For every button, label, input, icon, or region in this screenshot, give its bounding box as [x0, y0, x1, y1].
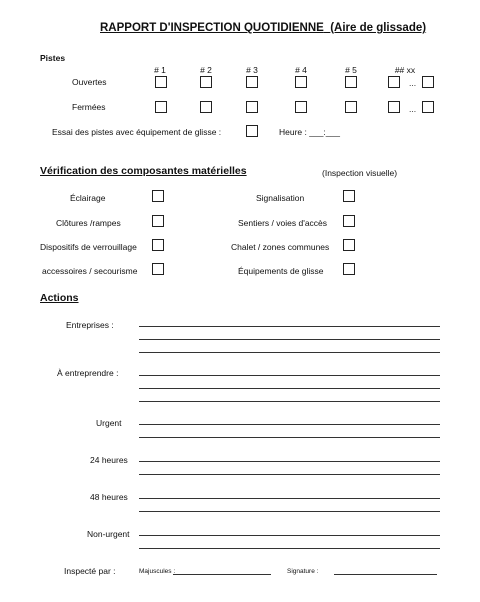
urgent-line[interactable]	[139, 437, 440, 438]
action-label-non-urgent: Non-urgent	[87, 529, 130, 539]
entreprises-line[interactable]	[139, 352, 440, 353]
column-header: # 2	[200, 65, 212, 75]
24-heures-line[interactable]	[139, 474, 440, 475]
checkbox-verrouillage[interactable]	[152, 239, 164, 251]
non-urgent-line[interactable]	[139, 535, 440, 536]
majuscules-field[interactable]	[173, 574, 271, 575]
inspected-by-label: Inspecté par :	[64, 566, 116, 576]
check-label-sentiers: Sentiers / voies d'accès	[238, 218, 328, 228]
heure-label: Heure : ___:___	[279, 127, 340, 137]
action-label-entreprises: Entreprises :	[66, 320, 114, 330]
checkbox-essai[interactable]	[246, 125, 258, 137]
checkbox-fermees-1[interactable]	[155, 101, 167, 113]
checkbox-ouvertes-xx[interactable]	[422, 76, 434, 88]
checkbox-ouvertes-3[interactable]	[246, 76, 258, 88]
checkbox-ouvertes-6[interactable]	[388, 76, 400, 88]
checkbox-fermees-2[interactable]	[200, 101, 212, 113]
column-header: # 3	[246, 65, 258, 75]
action-label-a-entreprendre: À entreprendre :	[57, 368, 119, 378]
checkbox-ouvertes-5[interactable]	[345, 76, 357, 88]
check-label-signalisation: Signalisation	[256, 193, 305, 203]
action-label-48-heures: 48 heures	[90, 492, 128, 502]
checkbox-fermees-xx[interactable]	[422, 101, 434, 113]
check-label-clotures: Clôtures /rampes	[56, 218, 121, 228]
row-label-fermees: Fermées	[72, 102, 106, 112]
checkbox-chalet[interactable]	[343, 239, 355, 251]
page-title	[100, 22, 426, 34]
a-entreprendre-line[interactable]	[139, 401, 440, 402]
non-urgent-line[interactable]	[139, 548, 440, 549]
24-heures-line[interactable]	[139, 461, 440, 462]
a-entreprendre-line[interactable]	[139, 375, 440, 376]
checkbox-signalisation[interactable]	[343, 190, 355, 202]
row-label-ouvertes: Ouvertes	[72, 77, 107, 87]
checkbox-ouvertes-1[interactable]	[155, 76, 167, 88]
checkbox-secourisme[interactable]	[152, 263, 164, 275]
urgent-line[interactable]	[139, 424, 440, 425]
a-entreprendre-line[interactable]	[139, 388, 440, 389]
checkbox-clotures[interactable]	[152, 215, 164, 227]
verification-note: (Inspection visuelle)	[322, 168, 398, 178]
action-label-24-heures: 24 heures	[90, 455, 128, 465]
pistes-heading: Pistes	[40, 53, 66, 63]
column-header: # 5	[345, 65, 357, 75]
title-main: RAPPORT D'INSPECTION QUOTIDIENNE	[100, 22, 324, 34]
checkbox-fermees-5[interactable]	[345, 101, 357, 113]
check-label-secourisme: accessoires / secourisme	[42, 266, 138, 276]
column-header: # 4	[295, 65, 307, 75]
column-header: ## xx	[394, 65, 416, 75]
checkbox-equipements[interactable]	[343, 263, 355, 275]
checkbox-ouvertes-4[interactable]	[295, 76, 307, 88]
essai-label: Essai des pistes avec équipement de glisse :	[52, 127, 222, 137]
verification-heading: Vérification des composantes matérielles	[40, 165, 247, 177]
majuscules-label: Majuscules :	[139, 568, 176, 575]
checkbox-sentiers[interactable]	[343, 215, 355, 227]
signature-label: Signature :	[287, 568, 319, 575]
check-label-eclairage: Éclairage	[70, 193, 106, 203]
checkbox-ouvertes-2[interactable]	[200, 76, 212, 88]
action-label-urgent: Urgent	[96, 418, 122, 428]
ellipsis: ...	[409, 78, 417, 88]
check-label-verrouillage: Dispositifs de verrouillage	[40, 242, 137, 252]
check-label-chalet: Chalet / zones communes	[231, 242, 330, 252]
checkbox-fermees-6[interactable]	[388, 101, 400, 113]
title-sub: (Aire de glissade)	[330, 22, 427, 34]
ellipsis: ...	[409, 104, 417, 114]
checkbox-fermees-4[interactable]	[295, 101, 307, 113]
column-header: # 1	[154, 65, 166, 75]
actions-heading: Actions	[40, 292, 79, 304]
48-heures-line[interactable]	[139, 498, 440, 499]
check-label-equipements: Équipements de glisse	[238, 266, 324, 276]
checkbox-fermees-3[interactable]	[246, 101, 258, 113]
entreprises-line[interactable]	[139, 326, 440, 327]
entreprises-line[interactable]	[139, 339, 440, 340]
checkbox-eclairage[interactable]	[152, 190, 164, 202]
48-heures-line[interactable]	[139, 511, 440, 512]
signature-field[interactable]	[334, 574, 437, 575]
